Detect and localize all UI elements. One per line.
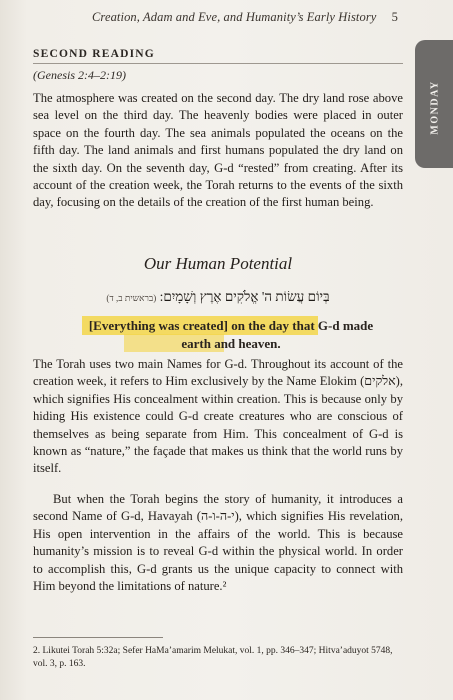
insight-paragraph: But when the Torah begins the story of humanity, it introduces a second Name of G-d, Havayah (י-ה-ו-ה), which signifies His revelation, His open intervention in the affairs of the world. This is because humanity’s mission is to reveal G-d within the physical world. In order to accomplish this, G-d grants us the unique capacity to connect with Him beyond the limitations of nature.² [33,492,403,594]
verse-translation: [Everything was created] on the day that G-d made earth and heaven. [88,318,374,351]
day-tab [415,40,453,168]
day-tab-label: MONDAY [429,80,441,135]
section-rule [33,63,403,64]
hebrew-verse-line [33,289,403,305]
insight-heading: Our Human Potential [143,254,293,273]
hebrew-verse: בְּיוֹם עֲשׂוֹת ה' אֱלֹקִים אֶרֶץ וְשָׁמָיִם: [159,289,330,304]
footnote: 2. Likutei Torah 5:32a; Sefer HaMa’amarim Melukat, vol. 1, pp. 346–347; Hitva’aduyot 5748, vol. 3, p. 163. [33,646,393,669]
scripture-reference: (Genesis 2:4–2:19) [33,68,126,82]
running-head [92,10,402,25]
reading-paragraph: The atmosphere was created on the second day. The dry land rose above sea level on the third day. The heavenly bodies were placed in outer space on the fourth day. The sea animals populated the oceans on the fifth day. The land animals and first humans populated the dry land on the sixth day. On the seventh day, G-d “rested” from creating. After its account of the creation week, the Torah returns to the events of the sixth day, focusing on the details of the creation of the first human being. [33,91,403,210]
hebrew-verse-source: (בראשית ב, ד) [106,293,157,303]
running-head-title: Creation, Adam and Eve, and Humanity’s Early History [92,10,377,24]
section-title: SECOND READING [33,48,155,60]
insight-paragraph: The Torah uses two main Names for G-d. Throughout its account of the creation week, it refers to Him exclusively by the Name Elokim (אלקים), which signifies His concealment within creation. This is because only by hiding His existence could G-d create creatures who are conscious of themselves as being separate from Him. This concealment of G-d is known as “nature,” the façade that makes us think that the world runs by itself. [33,357,403,476]
footnote-rule [33,637,163,638]
page-number: 5 [391,10,398,24]
